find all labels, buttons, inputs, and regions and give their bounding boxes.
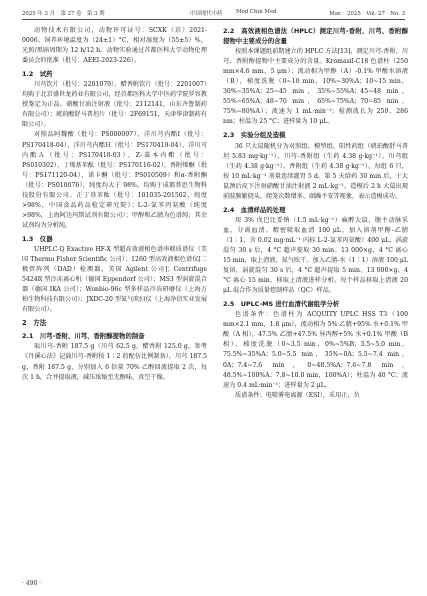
journal-title-cn: 中国现代中药	[190, 11, 223, 17]
section-2-3-heading: 2.3 实验分组及造模	[223, 131, 286, 140]
running-header	[0, 0, 427, 20]
paragraph-grouping-modeling: 36 只大鼠随机分为对照组、模型组、阳性药组（琥珀酸舒马普坦 5.83 mg·kg⁻¹）、川芎-香附组（生药 4.38 g·kg⁻¹）、川芎组（生药 4.38 g·kg⁻¹）、香附组（生药 4.38 g·kg⁻¹），每组 6 只，按 10 mL·kg⁻¹ 剂量连续灌胃 5 d。第 5 天给药 30 min 后，于大鼠颈后皮下注射硝酸甘油注射液 2 mL·kg⁻¹。造模后 2 h 大鼠出现前肢频繁挠头、爬笼次数增多、頭躁不安等现象，表示造模成功。	[223, 142, 408, 200]
section-1-3-heading: 1.3 仪器	[22, 234, 53, 243]
paragraph-reagents-herbs: 川芎饮片（批号：2201079）、醋香附饮片（批号：2201007）均购于北京盛世龙药业有限公司，经首都医科大学中医药学院罗容教授鉴定为正品。硝酸甘油注射液（批号：2112141，山东齐鲁制药有限公司）；琥珀酸舒马普坦片（批号：2F69151，天津华津制药有限公司）。	[22, 81, 207, 129]
page-number: · 490 ·	[22, 580, 42, 587]
paragraph-hplc: 按照本课题组前期建立的 HPLC 方法[13]，测定川芎-香附、川芎、香附醇提物中主要成分的含量。Kromasil-C18 色谱柱（250 mm×4.6 mm，5 μm）；流动相为甲醇（A）-0.1% 甲酸水溶液（B），梯度洗脱（0~10 min，10%~30%A；10~15 min，30%~35%A；25~45 min，35%~55%A；45~48 min，55%~65%A；48~70 min，65%~75%A；70~85 min，75%~80%A）；流速为 1 mL·min⁻¹；检测波长为 250、286 nm；柱温为 25 °C；进样量为 10 μL。	[223, 48, 408, 126]
section-2-1-heading: 2.1 川芎-香附、川芎、香附醇提物的制备	[22, 332, 145, 341]
section-2-4-heading: 2.4 血清样品的处理	[223, 205, 286, 214]
paragraph-animals: 动物技术有限公司，动物许可证号：SCXK（京）2021-0006。饲养环境温度为（24±1）°C，相对湿度为（55±5）%，光照/黑暗周期为 12 h/12 h。动物实验通过首都医科大学动物伦理委员会的批准（批号：AEEI-2023-226）。	[22, 27, 207, 65]
issue-cn: 2025 年 3 月 第 27 卷 第 3 期	[22, 11, 105, 17]
paragraph-instruments: UHPLC-Q Exactive HF-X 型超高效液相色谱串联质谱仪（美国 Thermo Fisher Scientific 公司）；1260 型高效液相色谱仪[二极管阵列（DAD）检测器，美国 Agilent 公司]；Centrifuge 5424R 型冷冻离心机（德国 Eppendorf 公司）；MS3 型涡旋混合器（德国 IKA 公司）；Wonbio-96c 型多样品冷冻研磨仪（上海万柏生物科技有限公司）；JXDC-20 型氮气吹扫仪（上海净信实业发展有限公司）。	[22, 245, 207, 314]
paragraph-reference-standards: 对照品阿魏酸（批号：PS000097）、洋川芎内酯Ⅰ（批号：PS170418-04）、洋川芎内酯Ｈ（批号：PS170419-04）、洋川芎内酯Ａ（批号：PS170418-03）、Z-藁本内酯（批号：PS010302）、丁烯基苯酞（批号：PS170116-02）、香附烯酮（批号：PS171120-04）、诺卡酮（批号：PS010509）和α-香附酮（批号：PS010076），纯度均大于 98%，均购于成都普思生物科技股份有限公司。正丁基苯酞（批号：101035-201502，纯度 >98%，中国食品药品检定研究院）；L-2-氯苯丙氨酸（纯度 >98%，上海阿达玛斯试剂有限公司）；甲醇和乙腈为色谱纯；其余试剂均为分析纯。	[22, 131, 207, 229]
section-2-heading: 2 方法	[22, 319, 47, 328]
header-rule	[22, 19, 405, 20]
paragraph-extract-preparation: 取川芎-香附 187.5 g（川芎 62.5 g，醋香附 125.0 g，参考《丹溪心法》记载川芎-香附按 1∶2 的配伍比例制备），川芎 187.5 g，香附 187.5 g，分别加入 6 倍量 70% 乙醇回流提取 2 次，每次 1 h，合并提取液，减压浓缩至无醇味，真空干燥。	[22, 343, 207, 381]
paragraph-serum-processing: 用 3% 戊巴比妥钠（1.5 mL·kg⁻¹）麻醉大鼠，腹主动脉采血，分离血清。精密吸取血清 100 μL，加入溶剂甲醇-乙腈（1∶1，含 0.02 mg·mL⁻¹ 内标 L-2-氯苯丙氨酸）400 μL，涡旋混匀 30 s 后，4 °C 超声提取 30 min。13 000×g、4 °C 离心 15 min，取上清液，氮气吹干。加入乙腈-水（1∶1）溶液 100 μL 复溶，涡旋混匀 30 s 后，4 °C 超声提取 5 min。13 000×g、4 °C 离心 15 min，移取上清液进样分析。每个样品移取上清液 20 μL 混合作为质量控制样品（QC）样品。	[223, 216, 408, 295]
paragraph-ms-conditions: 质谱条件：电喷雾电离源（ESI），采用正、负	[235, 391, 360, 399]
section-2-2-heading: 2.2 高效液相色谱法（HPLC）测定川芎-香附、川芎、香附醇提物中主要成分的含量	[223, 27, 408, 46]
section-1-2-heading: 1.2 试药	[22, 70, 53, 79]
section-2-5-heading: 2.5 UPLC-MS 进行血清代谢组学分析	[223, 300, 340, 309]
issue-en: Mar. 2025 Vol. 27 No. 3	[329, 11, 405, 17]
left-column	[22, 26, 207, 383]
right-column	[223, 26, 408, 401]
journal-title-en: Mod Chin Med	[236, 9, 277, 15]
paragraph-chromatography-conditions: 色谱条件：色谱柱为 ACQUITY UPLC HSS T3（100 mm×2.1 mm，1.8 μm），流动相为 5% 乙腈+95% 水+0.1% 甲酸（A 相），47.5% 乙腈+47.5% 异丙醇+5% 水+0.1% 甲酸（B 相），梯度洗脱（0~3.5 min，0%~5%B；3.5~5.0 min，75.5%~35%A；5.0~5.5 min，35%~0A；5.5~7.4 min，0A；7.4~7.6 min，0~48.5%A；7.6~7.8 min，48.5%~100%A；7.8~10.0 min，100%A）；柱温为 40 °C；流速为 0.4 mL·min⁻¹；进样量为 2 μL。	[223, 311, 408, 389]
